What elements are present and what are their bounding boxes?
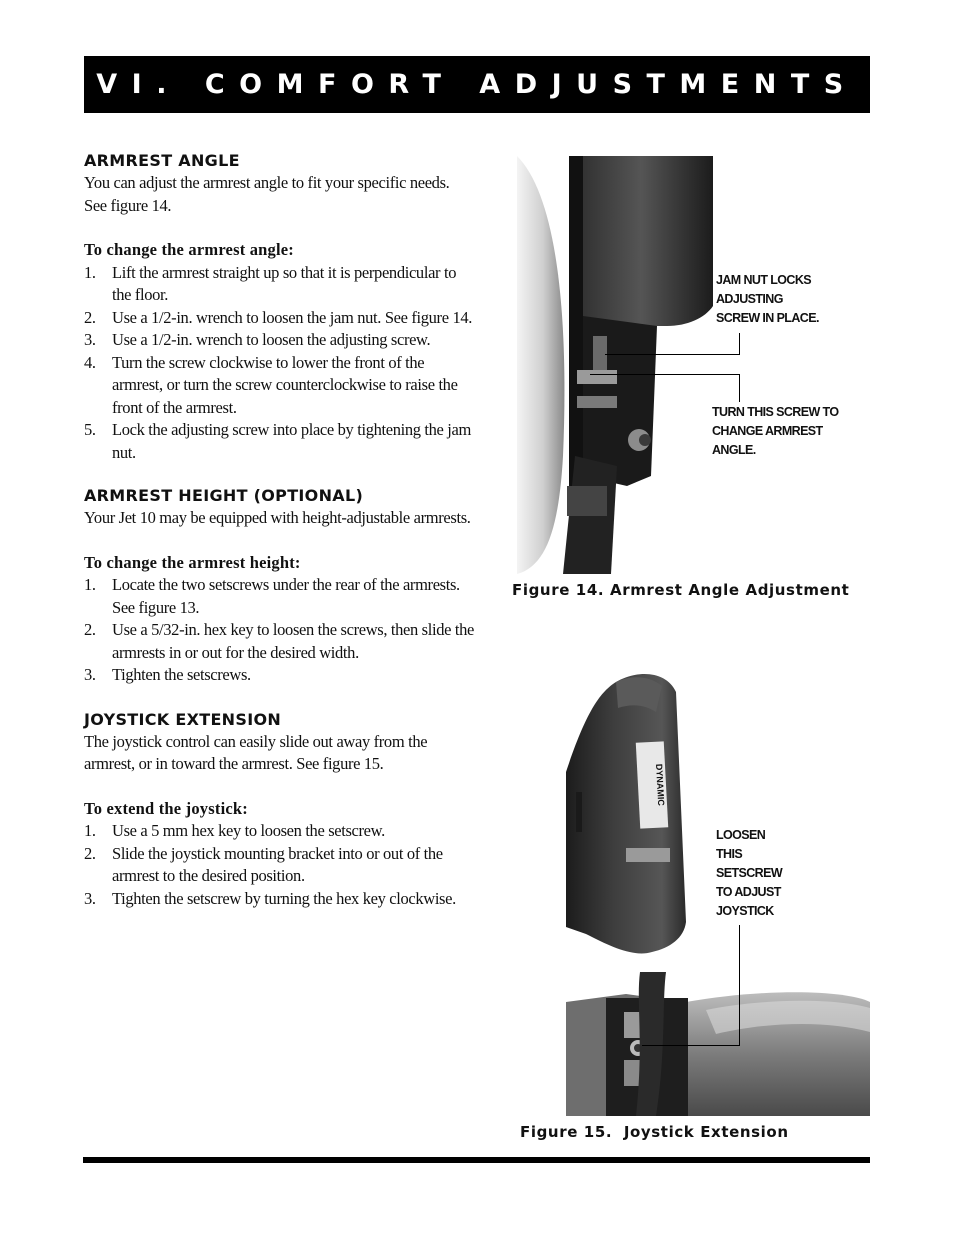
armrest-angle-intro: You can adjust the armrest angle to fit your specific needs. See figure 14. xyxy=(84,173,450,215)
figure-14-caption: Figure 14. Armrest Angle Adjustment xyxy=(512,581,850,599)
armrest-angle-subheading: To change the armrest angle: xyxy=(84,240,294,259)
list-item: 1. Locate the two setscrews under the rear of the armrests. See figure 13. xyxy=(84,575,460,617)
text-column xyxy=(84,150,474,910)
leader-line-setscrew-h xyxy=(642,1045,740,1046)
list-item: 3. Tighten the setscrew by turning the hex key clockwise. xyxy=(84,888,456,908)
list-item: 2. Use a 5/32-in. hex key to loosen the screws, then slide the armrests in or out for the desired width. xyxy=(84,620,474,662)
callout-setscrew: LOOSEN THIS SETSCREW TO ADJUST JOYSTICK xyxy=(716,828,783,918)
joystick-extension-steps xyxy=(84,820,474,910)
list-item: 4. Turn the screw clockwise to lower the front of the armrest, or turn the screw counterclockwise to raise the front of the armrest. xyxy=(84,352,458,417)
armrest-height-intro: Your Jet 10 may be equipped with height-adjustable armrests. xyxy=(84,508,471,527)
leader-line-setscrew-v xyxy=(739,925,740,1046)
list-item: 1. Lift the armrest straight up so that it is perpendicular to the floor. xyxy=(84,262,457,304)
section-heading-joystick-extension: JOYSTICK EXTENSION xyxy=(84,709,282,729)
joystick-extension-intro: The joystick control can easily slide out away from the armrest, or in toward the armrest. See figure 15. xyxy=(84,731,428,773)
list-item: 2. Slide the joystick mounting bracket into or out of the armrest to the desired position. xyxy=(84,843,443,885)
leader-line-screw-h xyxy=(590,374,740,375)
leader-line-jam-nut-h xyxy=(605,354,740,355)
leader-line-jam-nut-v xyxy=(739,333,740,355)
leader-line-screw-v xyxy=(739,374,740,402)
section-heading-armrest-angle: ARMREST ANGLE xyxy=(84,151,240,170)
chapter-title-banner: VI. COMFORT ADJUSTMENTS xyxy=(84,56,870,113)
list-item: 3. Tighten the setscrews. xyxy=(84,665,251,684)
list-item: 3. Use a 1/2-in. wrench to loosen the adjusting screw. xyxy=(84,330,431,349)
device-brand-label: DYNAMIC xyxy=(654,763,667,807)
armrest-height-subheading: To change the armrest height: xyxy=(84,552,301,572)
figure-14-photo xyxy=(517,156,713,574)
footer-rule xyxy=(83,1157,870,1163)
list-item: 2. Use a 1/2-in. wrench to loosen the jam nut. See figure 14. xyxy=(84,307,473,327)
list-item: 1. Use a 5 mm hex key to loosen the setscrew. xyxy=(84,821,385,840)
joystick-extension-subheading: To extend the joystick: xyxy=(84,798,248,818)
list-item: 5. Lock the adjusting screw into place by tightening the jam nut. xyxy=(84,420,471,462)
armrest-height-steps xyxy=(84,574,474,687)
figure-15-caption: Figure 15. Joystick Extension xyxy=(520,1123,789,1141)
callout-jam-nut: JAM NUT LOCKS ADJUSTING SCREW IN PLACE. xyxy=(716,273,819,325)
armrest-angle-steps xyxy=(84,262,474,465)
callout-adjusting-screw: TURN THIS SCREW TO CHANGE ARMREST ANGLE. xyxy=(712,405,839,457)
section-heading-armrest-height: ARMREST HEIGHT (OPTIONAL) xyxy=(84,486,364,505)
